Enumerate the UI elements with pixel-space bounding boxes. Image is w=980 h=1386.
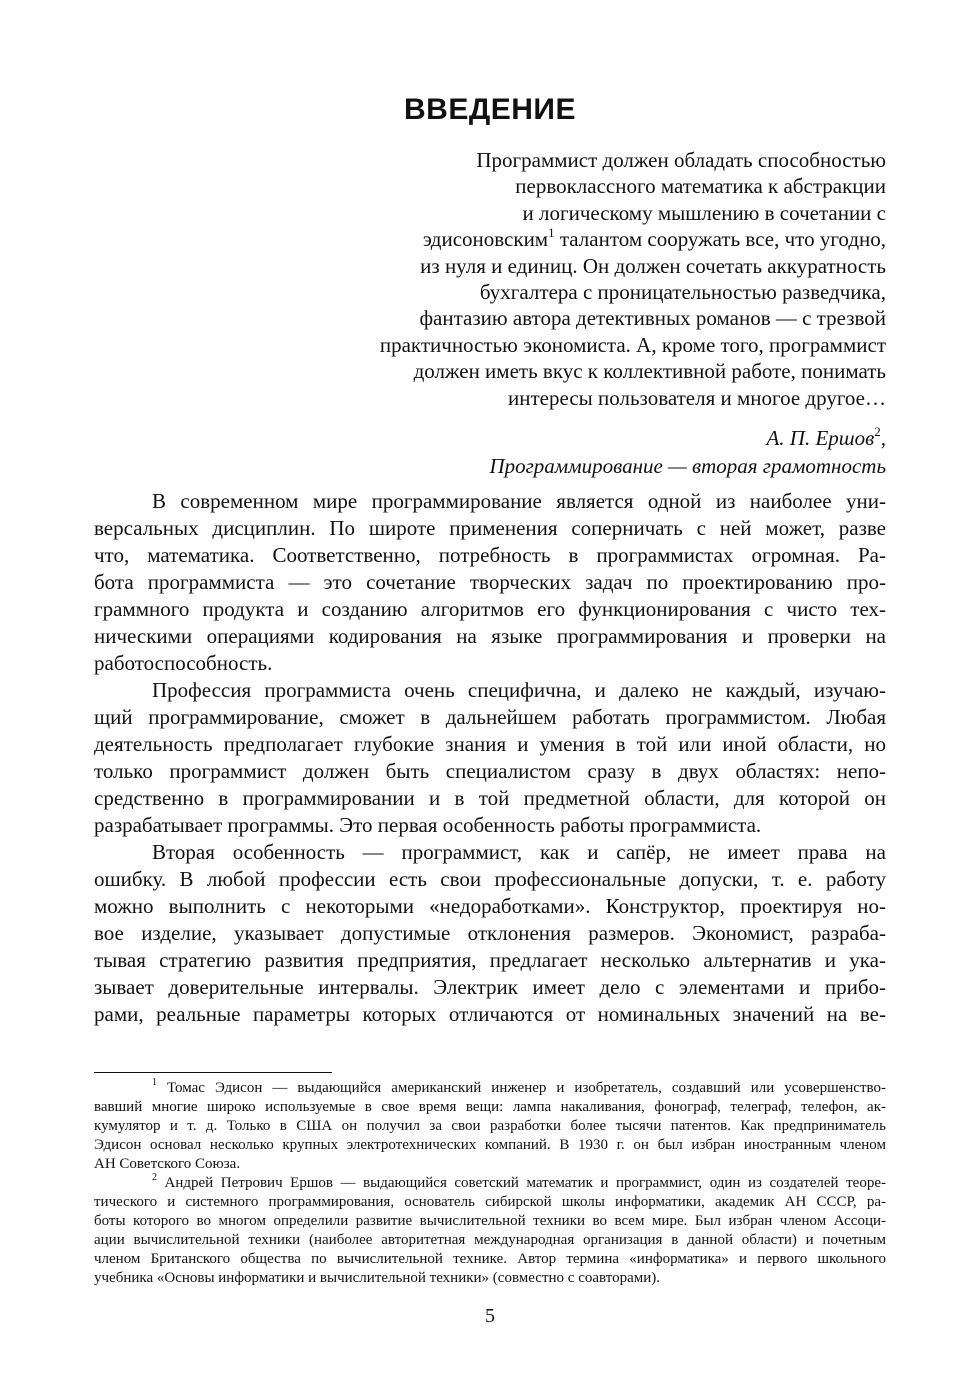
author-name: А. П. Ершов bbox=[766, 426, 875, 450]
epigraph-line: должен иметь вкус к коллективной работе, понимать bbox=[413, 359, 886, 384]
footnote-1 bbox=[94, 1079, 886, 1174]
paragraph-3 bbox=[94, 839, 886, 1028]
text-line: средственно в программировании и в той предметной области, для которой он bbox=[94, 786, 886, 810]
footnote-ref-1: 1 bbox=[548, 225, 555, 241]
footnote-line: Эдисон основал несколько крупных электротехнических компаний. В 1930 г. он был избран иностранным членом bbox=[94, 1137, 886, 1153]
footnote-line: кумулятор и т. д. Только в США он получил за свои разработки более тысячи патентов. Как предприниматель bbox=[94, 1118, 886, 1134]
footnote-line: тического и системного программирования, основатель сибирской школы информатики, академик АН СССР, ра- bbox=[94, 1194, 886, 1210]
text-line: что, математика. Соответственно, потребность в программистах огромная. Ра- bbox=[94, 543, 886, 567]
text-line: ошибку. В любой профессии есть свои профессиональные допуски, т. е. работу bbox=[94, 867, 886, 891]
epigraph-line bbox=[286, 226, 886, 252]
text-line: только программист должен быть специалистом сразу в двух областях: непо- bbox=[94, 759, 886, 783]
text-line: вое изделие, указывает допустимые отклонения размеров. Экономист, разраба- bbox=[94, 921, 886, 945]
epigraph-line: бухгалтера с проницательностью разведчика, bbox=[479, 280, 886, 305]
paragraph-1 bbox=[94, 488, 886, 677]
footnote-text: Томас Эдисон — выдающийся американский инженер и изобретатель, создавший или усовершенство- bbox=[157, 1080, 886, 1096]
text-line: щий программирование, сможет в дальнейшем работать программистом. Любая bbox=[94, 705, 886, 729]
footnote-line: АН Советского Союза. bbox=[94, 1156, 241, 1172]
footnote-line bbox=[94, 1079, 886, 1098]
text-line: тывая стратегию развития предприятия, предлагает несколько альтернатив и ука- bbox=[94, 948, 886, 972]
epigraph-text: талантом сооружать все, что угодно, bbox=[554, 227, 886, 252]
footnote-line bbox=[94, 1174, 886, 1193]
text-line: можно выполнить с некоторыми «недоработками». Конструктор, проектируя но- bbox=[94, 894, 886, 918]
author-suffix: , bbox=[880, 426, 886, 450]
epigraph-line: фантазию автора детективных романов — с трезвой bbox=[419, 306, 886, 331]
page-number: 5 bbox=[485, 1305, 495, 1327]
epigraph bbox=[286, 147, 886, 411]
epigraph-author bbox=[489, 424, 886, 452]
footnote-ref-2: 2 bbox=[874, 424, 881, 439]
text-line: Профессия программиста очень специфична, и далеко не каждый, изучаю- bbox=[152, 678, 886, 702]
footnote-line: учебника «Основы информатики и вычислительной техники» (совместно с соавторами). bbox=[94, 1270, 661, 1286]
footnote-line: боты которого во многом определили развитие вычислительной техники во всем мире. Был избран членом Ассоци- bbox=[94, 1213, 886, 1229]
body-text bbox=[94, 488, 886, 1028]
paragraph-2 bbox=[94, 677, 886, 839]
footnote-mark: 2 bbox=[152, 1172, 157, 1183]
text-line: Вторая особенность — программист, как и сапёр, не имеет права на bbox=[152, 840, 886, 864]
footnote-text: Андрей Петрович Ершов — выдающийся советский математик и программист, один из создателей теоре- bbox=[157, 1175, 886, 1191]
text-line: ническими операциями кодирования на языке программирования и проверки на bbox=[94, 624, 886, 648]
text-line: версальных дисциплин. По широте применения соперничать с ней может, разве bbox=[94, 516, 886, 540]
footnote-line: ации вычислительной техники (наиболее авторитетная международная организация в данной области) и почетным bbox=[94, 1232, 886, 1248]
text-line: рами, реальные параметры которых отличаются от номинальных значений на ве- bbox=[94, 1002, 886, 1026]
footnote-line: членом Британского общества по вычислительной технике. Автор термина «информатика» и первого школьного bbox=[94, 1251, 886, 1267]
epigraph-text: эдисоновским bbox=[422, 227, 549, 252]
footnote-divider bbox=[94, 1072, 332, 1073]
epigraph-line: из нуля и единиц. Он должен сочетать аккуратность bbox=[420, 253, 886, 278]
epigraph-line: Программист должен обладать способностью bbox=[476, 148, 886, 172]
text-line: зывает доверительные интервалы. Электрик имеет дело с элементами и прибо- bbox=[94, 975, 886, 999]
epigraph-line: практичностью экономиста. А, кроме того, программист bbox=[379, 332, 886, 357]
text-line: В современном мире программирование является одной из наиболее уни- bbox=[152, 489, 886, 513]
footnote-line: вавший многие широко используемые в свое время вещи: лампа накаливания, фонограф, телеграф, телефон, ак- bbox=[94, 1099, 886, 1115]
text-line: бота программиста — это сочетание творческих задач по проектированию про- bbox=[94, 570, 886, 594]
epigraph-source: Программирование — вторая грамотность bbox=[489, 454, 886, 478]
footnotes bbox=[94, 1079, 886, 1288]
footnote-2 bbox=[94, 1174, 886, 1288]
epigraph-line: интересы пользователя и многое другое… bbox=[508, 385, 886, 410]
text-line: деятельность предполагает глубокие знания и умения в той или иной области, но bbox=[94, 732, 886, 756]
epigraph-line: и логическому мышлению в сочетании с bbox=[522, 200, 886, 225]
epigraph-attribution bbox=[489, 424, 886, 480]
page-title: ВВЕДЕНИЕ bbox=[404, 93, 576, 126]
footnote-mark: 1 bbox=[152, 1077, 157, 1088]
text-line: граммного продукта и созданию алгоритмов его функционирования с чисто тех- bbox=[94, 597, 886, 621]
text-line: разрабатывает программы. Это первая особенность работы программиста. bbox=[94, 813, 762, 837]
epigraph-line: первоклассного математика к абстракции bbox=[515, 174, 886, 199]
text-line: работоспособность. bbox=[94, 651, 273, 675]
